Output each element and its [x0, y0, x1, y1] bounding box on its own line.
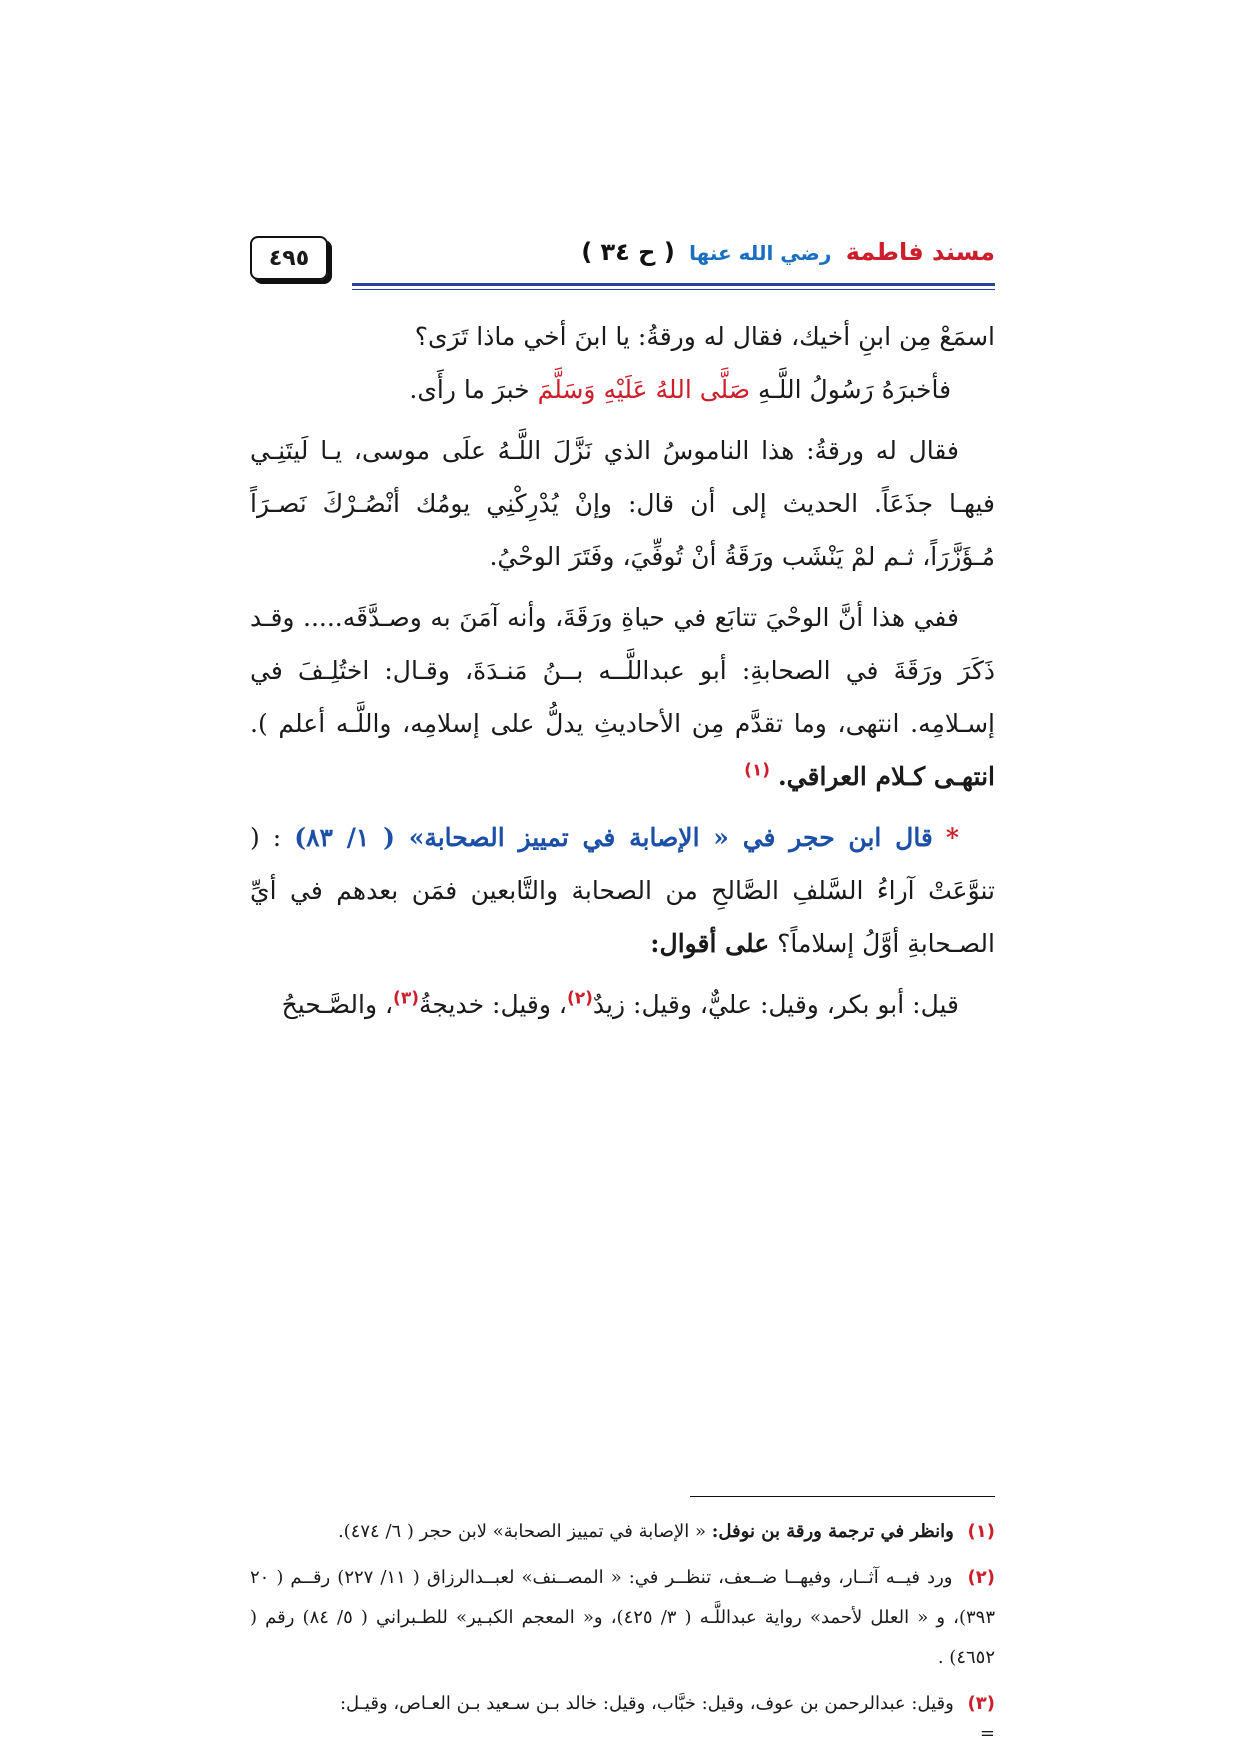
page-header	[250, 236, 995, 286]
footnote-1-lead: وانظر في ترجمة ورقة بن نوفل:	[711, 1521, 954, 1542]
page-number: ٤٩٥	[268, 245, 310, 271]
honorific: صَلَّى اللهُ عَلَيْهِ وَسَلَّمَ	[537, 375, 751, 404]
footnote-1-text: « الإصابة في تمييز الصحابة» لابن حجر ( ٦/ ٤٧٤).	[337, 1521, 707, 1542]
paragraph-2	[250, 424, 995, 583]
running-title	[581, 238, 995, 266]
footnote-ref-3[interactable]: (٣)	[393, 988, 419, 1009]
p1-line2-b: خبرَ ما رأَى.	[409, 375, 530, 404]
p4-bold: على أقوال:	[650, 929, 770, 958]
footnote-1	[250, 1512, 995, 1552]
footnote-rule	[690, 1496, 995, 1497]
footnote-2-number: (٢)	[967, 1567, 995, 1588]
footnote-ref-1[interactable]: (١)	[744, 760, 771, 781]
p1-line1: اسمَعْ مِن ابنِ أخيك، فقال له ورقةُ: يا ابنَ أخي ماذا تَرَى؟	[414, 322, 995, 351]
quote-source: قال ابن حجر في « الإصابة في تمييز الصحابة» ( ١/ ٨٣)	[294, 823, 933, 852]
p5-c: ، والصَّـحيحُ	[281, 990, 394, 1019]
p3-bold: انتهـى كـلام العراقي.	[777, 762, 995, 791]
page-number-box	[250, 236, 328, 280]
main-text	[250, 310, 995, 1039]
footnote-continuation-mark: =	[979, 1723, 995, 1744]
header-rule	[352, 283, 995, 286]
paragraph-5	[250, 978, 995, 1031]
p5-b: ، وقيل: خديجةُ	[419, 990, 567, 1019]
footnote-3-text: وقيل: عبدالرحمن بن عوف، وقيل: خبَّاب، وقيل: خالد بـن سـعيد بـن العـاص، وقيـل:	[339, 1693, 954, 1714]
title-honorific: رضي الله عنها	[689, 241, 832, 265]
p3-text: ففي هذا أنَّ الوحْيَ تتابَع في حياةِ ورَقَةَ، وأنه آمَنَ به وصـدَّقَه..... وقـد ذَكَرَ ورَقَةَ في الصحابةِ: أبو عبداللَّــه بــنُ مَنـدَةَ، وقـال: اختُلِـفَ في إسـلامِه. انتهى، وما تقدَّم مِن الأحاديثِ يدلُّ على إسلامِه، واللَّـه أعلم ).	[250, 603, 995, 738]
footnote-3	[250, 1684, 995, 1744]
paragraph-3	[250, 591, 995, 803]
header-rule-thin	[352, 289, 995, 290]
paragraph-1	[250, 310, 995, 416]
star-marker: *	[945, 823, 959, 852]
p5-a: قيل: أبو بكر، وقيل: عليٌّ، وقيل: زيدٌ	[592, 990, 959, 1019]
p4-text: : ( تنوَّعَتْ آراءُ السَّلفِ الصَّالحِ من الصحابة والتَّابعين فمَن بعدهم في أيِّ الصـحابةِ أوَّلُ إسلاماً؟	[250, 823, 995, 958]
footnote-2	[250, 1558, 995, 1678]
paragraph-4	[250, 811, 995, 970]
footnote-2-text: ورد فيــه آثــار، وفيهــا ضــعف، تنظــر في: « المصــنف» لعبــدالرزاق ( ١١/ ٢٢٧) رقــم ( ٢٠ ٣٩٣)، و « العلل لأحمد» رواية عبداللَّـه ( ٣/ ٤٢٥)، و« المعجم الكبـير» للطـبراني ( ٥/ ٨٤) رقم ( ٤٦٥٢) .	[250, 1567, 995, 1668]
footnote-1-number: (١)	[967, 1521, 995, 1542]
footnotes	[250, 1512, 995, 1750]
title-main: مسند فاطمة	[845, 238, 995, 266]
title-part: ( ح ٣٤ )	[581, 238, 675, 266]
p1-line2-a: فأخبرَهُ رَسُولُ اللَّـهِ	[758, 375, 952, 404]
p2-text: فقال له ورقةُ: هذا الناموسُ الذي نَزَّلَ اللَّـهُ علَى موسى، يـا لَيتَنِـي فيهـا جذَعَاً. الحديث إلى أن قال: وإنْ يُدْرِكْنِي يومُك أنْصُـرْكَ نَصـرَاً مُـؤَزَّرَاً، ثـم لمْ يَنْشَب ورَقَةُ أنْ تُوفِّيَ، وفَتَرَ الوحْيُ.	[250, 436, 995, 571]
footnote-3-number: (٣)	[967, 1693, 995, 1714]
footnote-ref-2[interactable]: (٢)	[566, 988, 593, 1009]
